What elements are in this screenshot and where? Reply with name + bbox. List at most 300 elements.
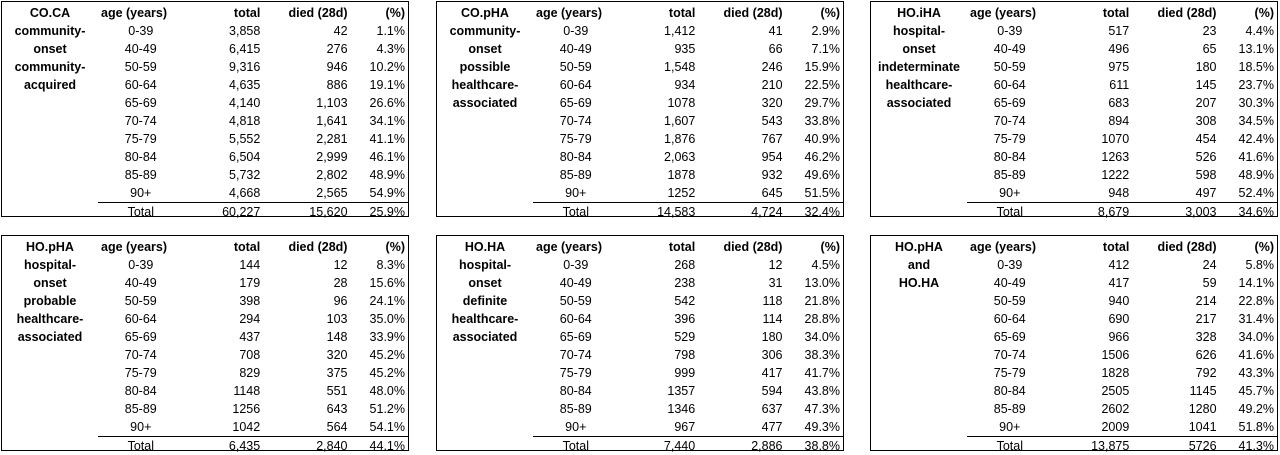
died-cell: 375 <box>263 364 350 382</box>
table-row <box>98 184 408 203</box>
category-label <box>437 238 533 346</box>
total-cell: 6,504 <box>184 148 264 166</box>
total-cell: 294 <box>184 310 264 328</box>
percent-cell: 54.1% <box>350 418 408 437</box>
age-cell: 0-39 <box>533 22 619 40</box>
percent-cell: 18.5% <box>1219 58 1277 76</box>
total-label-cell: Total <box>967 203 1053 222</box>
percent-cell: 34.0% <box>785 328 843 346</box>
table-row <box>967 130 1277 148</box>
category-label-line: healthcare- <box>437 310 533 328</box>
category-label-line: hospital- <box>2 256 98 274</box>
table-row <box>98 382 408 400</box>
category-label-line: onset <box>437 274 533 292</box>
table-row <box>967 400 1277 418</box>
died-cell: 65 <box>1132 40 1219 58</box>
total-row <box>98 203 408 222</box>
total-cell: 437 <box>184 328 264 346</box>
died-cell: 886 <box>263 76 350 94</box>
table-row <box>533 400 843 418</box>
mortality-table-panel <box>436 1 844 217</box>
table-header-row <box>967 4 1277 22</box>
total-row <box>533 203 843 222</box>
died-cell: 276 <box>263 40 350 58</box>
died-cell: 643 <box>263 400 350 418</box>
age-cell: 75-79 <box>98 130 184 148</box>
age-cell: 90+ <box>533 184 619 203</box>
total-label-cell: Total <box>98 437 184 455</box>
age-cell: 85-89 <box>533 400 619 418</box>
total-cell: 1,607 <box>619 112 699 130</box>
died-cell: 1,641 <box>263 112 350 130</box>
total-cell: 690 <box>1053 310 1133 328</box>
table-row <box>98 58 408 76</box>
total-died-cell: 4,724 <box>698 203 785 222</box>
died-cell: 320 <box>698 94 785 112</box>
died-cell: 1145 <box>1132 382 1219 400</box>
total-cell: 1,412 <box>619 22 699 40</box>
total-label-cell: Total <box>98 203 184 222</box>
table-row <box>967 94 1277 112</box>
age-cell: 60-64 <box>967 310 1053 328</box>
total-cell: 542 <box>619 292 699 310</box>
percent-cell: 46.1% <box>351 148 408 166</box>
died-cell: 626 <box>1132 346 1219 364</box>
category-label <box>437 4 533 112</box>
died-cell: 1,103 <box>263 94 350 112</box>
total-cell: 1878 <box>619 166 699 184</box>
table-row <box>98 94 408 112</box>
died-cell: 308 <box>1132 112 1219 130</box>
age-cell: 40-49 <box>967 274 1053 292</box>
age-cell: 0-39 <box>98 22 184 40</box>
category-label-line: healthcare- <box>871 76 967 94</box>
age-cell: 80-84 <box>533 148 619 166</box>
table-row <box>967 310 1277 328</box>
column-header-total: total <box>184 4 264 22</box>
total-cell: 966 <box>1053 328 1133 346</box>
mortality-table <box>98 4 408 221</box>
column-header-total: total <box>1053 4 1133 22</box>
age-cell: 75-79 <box>533 364 619 382</box>
died-cell: 954 <box>698 148 785 166</box>
total-row <box>967 437 1277 455</box>
percent-cell: 51.2% <box>350 400 408 418</box>
percent-cell: 54.9% <box>351 184 408 203</box>
total-cell: 1,548 <box>619 58 699 76</box>
category-label-line: community- <box>437 22 533 40</box>
died-cell: 246 <box>698 58 785 76</box>
category-label-line: HO.pHA <box>2 238 98 256</box>
percent-cell: 33.8% <box>786 112 843 130</box>
percent-cell: 41.1% <box>351 130 408 148</box>
died-cell: 28 <box>263 274 350 292</box>
category-label-line: and <box>871 256 967 274</box>
column-header-died: died (28d) <box>263 4 350 22</box>
total-died-cell: 2,840 <box>263 437 350 455</box>
died-cell: 551 <box>263 382 350 400</box>
died-cell: 497 <box>1132 184 1219 203</box>
died-cell: 214 <box>1132 292 1219 310</box>
table-row <box>967 382 1277 400</box>
age-cell: 40-49 <box>98 274 184 292</box>
mortality-table-panel <box>1 1 409 217</box>
total-cell: 4,668 <box>184 184 264 203</box>
percent-cell: 2.9% <box>786 22 843 40</box>
category-label-line: associated <box>437 94 533 112</box>
total-cell: 1,876 <box>619 130 699 148</box>
column-header-percent: (%) <box>786 4 843 22</box>
total-count-cell: 13,875 <box>1053 437 1133 455</box>
table-row <box>98 40 408 58</box>
column-header-age: age (years) <box>533 238 619 256</box>
table-row <box>98 310 408 328</box>
table-row <box>967 292 1277 310</box>
died-cell: 12 <box>698 256 785 274</box>
age-cell: 65-69 <box>967 94 1053 112</box>
table-row <box>98 346 408 364</box>
percent-cell: 45.7% <box>1220 382 1277 400</box>
category-label <box>2 238 98 346</box>
died-cell: 217 <box>1132 310 1219 328</box>
total-died-cell: 2,886 <box>698 437 785 455</box>
total-cell: 179 <box>184 274 264 292</box>
age-cell: 50-59 <box>967 292 1053 310</box>
column-header-died: died (28d) <box>263 238 350 256</box>
column-header-percent: (%) <box>1220 238 1277 256</box>
percent-cell: 43.3% <box>1220 364 1277 382</box>
table-row <box>98 112 408 130</box>
age-cell: 80-84 <box>967 148 1053 166</box>
died-cell: 148 <box>263 328 350 346</box>
age-cell: 75-79 <box>967 364 1053 382</box>
category-label-line: HO.iHA <box>871 4 967 22</box>
percent-cell: 35.0% <box>350 310 408 328</box>
category-label-line: hospital- <box>871 22 967 40</box>
died-cell: 2,802 <box>263 166 350 184</box>
total-cell: 683 <box>1053 94 1133 112</box>
total-cell: 1070 <box>1053 130 1133 148</box>
mortality-table-panel <box>1 235 409 451</box>
died-cell: 2,999 <box>263 148 350 166</box>
percent-cell: 21.8% <box>785 292 843 310</box>
total-cell: 4,140 <box>184 94 264 112</box>
age-cell: 0-39 <box>98 256 184 274</box>
column-header-died: died (28d) <box>1132 238 1219 256</box>
died-cell: 932 <box>698 166 785 184</box>
age-cell: 90+ <box>533 418 619 437</box>
category-label-line: CO.CA <box>2 4 98 22</box>
percent-cell: 19.1% <box>351 76 408 94</box>
table-row <box>98 166 408 184</box>
column-header-percent: (%) <box>351 4 408 22</box>
died-cell: 180 <box>1132 58 1219 76</box>
percent-cell: 48.9% <box>1219 166 1277 184</box>
total-percent-cell: 32.4% <box>786 203 843 222</box>
category-label-line: definite <box>437 292 533 310</box>
total-cell: 611 <box>1053 76 1133 94</box>
died-cell: 637 <box>698 400 785 418</box>
table-row <box>533 166 843 184</box>
age-cell: 80-84 <box>98 382 184 400</box>
column-header-total: total <box>184 238 264 256</box>
category-label-line: onset <box>2 274 98 292</box>
percent-cell: 48.9% <box>351 166 408 184</box>
table-row <box>533 94 843 112</box>
category-label <box>871 4 967 112</box>
total-cell: 940 <box>1053 292 1133 310</box>
age-cell: 65-69 <box>533 328 619 346</box>
died-cell: 96 <box>263 292 350 310</box>
total-count-cell: 7,440 <box>619 437 699 455</box>
column-header-age: age (years) <box>533 4 619 22</box>
percent-cell: 4.3% <box>351 40 408 58</box>
category-label-line: healthcare- <box>2 310 98 328</box>
category-label-line: community- <box>2 58 98 76</box>
age-cell: 40-49 <box>533 40 619 58</box>
age-cell: 75-79 <box>98 364 184 382</box>
percent-cell: 31.4% <box>1220 310 1277 328</box>
total-label-cell: Total <box>533 437 619 455</box>
category-label-line: possible <box>437 58 533 76</box>
percent-cell: 45.2% <box>350 346 408 364</box>
table-row <box>533 274 843 292</box>
percent-cell: 38.3% <box>785 346 843 364</box>
percent-cell: 49.2% <box>1220 400 1277 418</box>
percent-cell: 46.2% <box>786 148 843 166</box>
percent-cell: 43.8% <box>785 382 843 400</box>
column-header-age: age (years) <box>967 238 1053 256</box>
percent-cell: 42.4% <box>1219 130 1277 148</box>
total-cell: 1357 <box>619 382 699 400</box>
total-label-cell: Total <box>967 437 1053 455</box>
table-row <box>967 274 1277 292</box>
percent-cell: 5.8% <box>1220 256 1277 274</box>
total-percent-cell: 44.1% <box>350 437 408 455</box>
died-cell: 417 <box>698 364 785 382</box>
percent-cell: 49.3% <box>785 418 843 437</box>
table-row <box>533 346 843 364</box>
died-cell: 210 <box>698 76 785 94</box>
died-cell: 207 <box>1132 94 1219 112</box>
total-label-cell: Total <box>533 203 619 222</box>
percent-cell: 41.6% <box>1220 346 1277 364</box>
died-cell: 767 <box>698 130 785 148</box>
percent-cell: 24.1% <box>350 292 408 310</box>
total-died-cell: 15,620 <box>263 203 350 222</box>
total-cell: 798 <box>619 346 699 364</box>
table-row <box>98 418 408 437</box>
percent-cell: 41.6% <box>1219 148 1277 166</box>
total-percent-cell: 34.6% <box>1219 203 1277 222</box>
table-row <box>98 256 408 274</box>
category-label-line: CO.pHA <box>437 4 533 22</box>
died-cell: 526 <box>1132 148 1219 166</box>
category-label-line: healthcare- <box>437 76 533 94</box>
died-cell: 12 <box>263 256 350 274</box>
total-cell: 2,063 <box>619 148 699 166</box>
percent-cell: 28.8% <box>785 310 843 328</box>
total-cell: 417 <box>1053 274 1133 292</box>
category-label-line: onset <box>437 40 533 58</box>
died-cell: 66 <box>698 40 785 58</box>
percent-cell: 51.5% <box>786 184 843 203</box>
percent-cell: 15.6% <box>350 274 408 292</box>
died-cell: 145 <box>1132 76 1219 94</box>
age-cell: 0-39 <box>533 256 619 274</box>
percent-cell: 33.9% <box>350 328 408 346</box>
died-cell: 2,565 <box>263 184 350 203</box>
age-cell: 40-49 <box>98 40 184 58</box>
percent-cell: 34.5% <box>1219 112 1277 130</box>
total-cell: 144 <box>184 256 264 274</box>
age-cell: 85-89 <box>98 400 184 418</box>
table-row <box>98 400 408 418</box>
total-cell: 2009 <box>1053 418 1133 437</box>
age-cell: 50-59 <box>98 58 184 76</box>
total-cell: 4,635 <box>184 76 264 94</box>
table-row <box>967 112 1277 130</box>
total-cell: 948 <box>1053 184 1133 203</box>
total-cell: 975 <box>1053 58 1133 76</box>
died-cell: 454 <box>1132 130 1219 148</box>
age-cell: 50-59 <box>967 58 1053 76</box>
died-cell: 59 <box>1132 274 1219 292</box>
category-label-line: indeterminate <box>871 58 967 76</box>
category-label-line: associated <box>871 94 967 112</box>
died-cell: 320 <box>263 346 350 364</box>
table-row <box>967 166 1277 184</box>
died-cell: 328 <box>1132 328 1219 346</box>
table-row <box>533 292 843 310</box>
percent-cell: 7.1% <box>786 40 843 58</box>
died-cell: 103 <box>263 310 350 328</box>
total-cell: 5,732 <box>184 166 264 184</box>
percent-cell: 41.7% <box>785 364 843 382</box>
percent-cell: 30.3% <box>1219 94 1277 112</box>
age-cell: 60-64 <box>533 310 619 328</box>
age-cell: 70-74 <box>98 346 184 364</box>
percent-cell: 49.6% <box>786 166 843 184</box>
percent-cell: 10.2% <box>351 58 408 76</box>
total-percent-cell: 41.3% <box>1220 437 1277 455</box>
mortality-table <box>967 4 1277 221</box>
category-label <box>871 238 967 292</box>
category-label-line: HO.pHA <box>871 238 967 256</box>
age-cell: 75-79 <box>533 130 619 148</box>
column-header-percent: (%) <box>785 238 843 256</box>
total-cell: 268 <box>619 256 699 274</box>
category-label <box>2 4 98 94</box>
column-header-died: died (28d) <box>698 238 785 256</box>
died-cell: 792 <box>1132 364 1219 382</box>
age-cell: 80-84 <box>98 148 184 166</box>
total-cell: 9,316 <box>184 58 264 76</box>
total-died-cell: 5726 <box>1132 437 1219 455</box>
category-label-line: community- <box>2 22 98 40</box>
total-count-cell: 6,435 <box>184 437 264 455</box>
total-cell: 1042 <box>184 418 264 437</box>
table-row <box>98 130 408 148</box>
percent-cell: 23.7% <box>1219 76 1277 94</box>
total-count-cell: 8,679 <box>1053 203 1133 222</box>
died-cell: 1280 <box>1132 400 1219 418</box>
table-row <box>967 76 1277 94</box>
table-row <box>98 328 408 346</box>
died-cell: 180 <box>698 328 785 346</box>
total-percent-cell: 25.9% <box>351 203 408 222</box>
table-row <box>98 148 408 166</box>
died-cell: 645 <box>698 184 785 203</box>
mortality-table <box>533 4 843 221</box>
table-header-row <box>98 4 408 22</box>
category-label-line: onset <box>871 40 967 58</box>
mortality-table-panel <box>436 235 844 451</box>
mortality-table <box>533 238 843 455</box>
total-cell: 935 <box>619 40 699 58</box>
column-header-age: age (years) <box>967 4 1053 22</box>
age-cell: 85-89 <box>533 166 619 184</box>
age-cell: 65-69 <box>533 94 619 112</box>
table-row <box>98 274 408 292</box>
table-header-row <box>533 4 843 22</box>
table-row <box>533 76 843 94</box>
age-cell: 85-89 <box>98 166 184 184</box>
column-header-died: died (28d) <box>698 4 785 22</box>
total-cell: 1078 <box>619 94 699 112</box>
age-cell: 50-59 <box>533 292 619 310</box>
percent-cell: 13.1% <box>1219 40 1277 58</box>
age-cell: 40-49 <box>967 40 1053 58</box>
total-cell: 3,858 <box>184 22 264 40</box>
died-cell: 24 <box>1132 256 1219 274</box>
total-cell: 6,415 <box>184 40 264 58</box>
column-header-age: age (years) <box>98 4 184 22</box>
table-row <box>533 130 843 148</box>
total-cell: 894 <box>1053 112 1133 130</box>
table-row <box>98 76 408 94</box>
table-row <box>967 328 1277 346</box>
table-row <box>98 22 408 40</box>
column-header-percent: (%) <box>350 238 408 256</box>
category-label-line: associated <box>437 328 533 346</box>
table-row <box>967 22 1277 40</box>
age-cell: 0-39 <box>967 22 1053 40</box>
percent-cell: 40.9% <box>786 130 843 148</box>
died-cell: 42 <box>263 22 350 40</box>
total-cell: 1346 <box>619 400 699 418</box>
table-row <box>533 40 843 58</box>
died-cell: 23 <box>1132 22 1219 40</box>
category-label-line: acquired <box>2 76 98 94</box>
table-row <box>98 292 408 310</box>
total-cell: 829 <box>184 364 264 382</box>
percent-cell: 48.0% <box>350 382 408 400</box>
total-cell: 496 <box>1053 40 1133 58</box>
died-cell: 31 <box>698 274 785 292</box>
total-cell: 238 <box>619 274 699 292</box>
total-cell: 396 <box>619 310 699 328</box>
percent-cell: 22.8% <box>1220 292 1277 310</box>
percent-cell: 14.1% <box>1220 274 1277 292</box>
age-cell: 75-79 <box>967 130 1053 148</box>
table-row <box>967 58 1277 76</box>
percent-cell: 15.9% <box>786 58 843 76</box>
age-cell: 70-74 <box>533 346 619 364</box>
percent-cell: 29.7% <box>786 94 843 112</box>
total-cell: 1256 <box>184 400 264 418</box>
total-died-cell: 3,003 <box>1132 203 1219 222</box>
